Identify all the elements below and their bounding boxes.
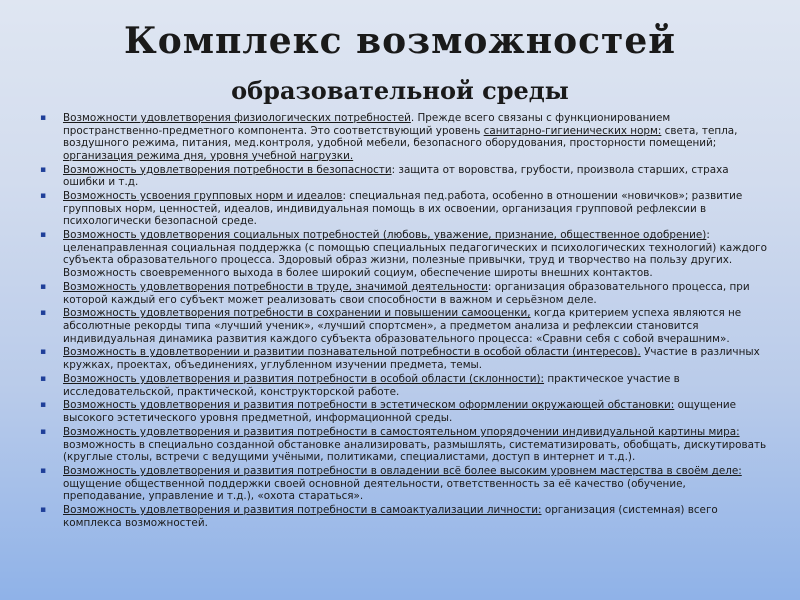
item-heading-text: Возможность в удовлетворении и развитии познавательной потребности в особой области (интересов). (63, 346, 641, 359)
item-body-text: когда критерием успеха являются не абсолютные рекорды типа «лучший ученик», «лучший спортсмен», а предметом анализа и рефлексии становится индивидуальная динамика развития каждого субъекта образовательного процесса: «Сравни себя с собой вчерашним». (63, 307, 742, 345)
item-body-text: : специальная пед.работа, особенно в отношении «новичков»; развитие групповых норм, ценностей, идеалов, индивидуальная помощь в их освоении, организация групповой рефлексии в психологически безопасной среде. (63, 190, 743, 228)
item-body-text: ощущение высокого эстетического уровня предметной, информационной среды. (63, 399, 737, 425)
item-heading-text: Возможность удовлетворения потребности в сохранении и повышении самооценки, (63, 307, 531, 320)
item-body-text: практическое участие в исследовательской, практической, конструкторской работе. (63, 372, 680, 398)
list-item (38, 190, 768, 228)
item-heading-text: Возможность удовлетворения потребности в безопасности (63, 163, 392, 176)
list-item (38, 465, 768, 503)
content-area (38, 112, 768, 600)
slide-subtitle: образовательной среды (231, 76, 569, 105)
item-heading-text: Возможность усвоения групповых норм и идеалов (63, 190, 343, 203)
item-body-text: : организация образовательного процесса, при которой каждый его субъект может реализовать свои способности в важном и серьёзном деле. (63, 280, 750, 306)
list-item (38, 346, 768, 371)
square-bullet-icon: ▪ (40, 505, 47, 516)
item-body-text: : целенаправленная социальная поддержка (с помощью специальных педагогических и психологических технологий) каждого субъекта образовательного процесса. Здоровый образ жизни, полезные привычки, труд и творчество на пользу других. Возможность своевременного выхода в более широкий социум, обеспечение широты внешних контактов. (63, 229, 767, 280)
list-item (38, 164, 768, 189)
item-heading-text: Возможность удовлетворения и развития потребности в особой области (склонности): (63, 372, 545, 385)
list-item (38, 504, 768, 529)
square-bullet-icon: ▪ (40, 466, 47, 476)
list-item (38, 399, 768, 424)
slide-title: Комплекс возможностей (124, 20, 676, 62)
item-heading-text: Возможность удовлетворения потребности в труде, значимой деятельности (63, 280, 488, 293)
list-item (38, 426, 768, 464)
bullet-list (38, 112, 768, 529)
square-bullet-icon: ▪ (40, 347, 47, 358)
list-item (38, 307, 768, 345)
square-bullet-icon: ▪ (40, 426, 47, 437)
item-body-text: организация (системная) всего комплекса возможностей. (63, 504, 718, 529)
list-item (38, 373, 768, 398)
item-body-text: . Прежде всего связаны с функционированием пространственно-предметного компонента. Это соответствующий уровень (63, 112, 671, 137)
item-heading-text: Возможность удовлетворения и развития потребности в овладении всё более высоким уровнем мастерства в своём деле: (63, 465, 742, 477)
item-body-text: : защита от воровства, грубости, произвола старших, страха ошибки и т.д. (63, 163, 729, 189)
item-body-text: Участие в различных кружках, проектах, объединениях, углубленном изучении предмета, темы. (63, 346, 760, 372)
list-item (38, 112, 768, 162)
square-bullet-icon: ▪ (40, 373, 47, 384)
item-heading-text: Возможность удовлетворения социальных потребностей (любовь, уважение, признание, общественное одобрение) (63, 229, 707, 242)
item-heading-text: Возможности удовлетворения физиологических потребностей (63, 112, 411, 124)
item-heading-text: Возможность удовлетворения и развития потребности в эстетическом оформлении окружающей обстановки: (63, 399, 675, 412)
item-body-text: возможность в специально созданной обстановке анализировать, размышлять, систематизировать, обобщать, дискутировать (круглые столы, встречи с ведущими учёными, политиками, специалистами, доступ в интернет и т.д.). (63, 438, 767, 464)
item-body-text: ощущение общественной поддержки своей основной деятельности, ответственность за её качество (обучение, преподавание, управление и т.д.), «охота стараться». (63, 477, 686, 503)
square-bullet-icon: ▪ (40, 281, 47, 292)
item-heading-text: организация режима дня, уровня учебной нагрузки. (63, 149, 354, 162)
square-bullet-icon: ▪ (40, 191, 47, 202)
square-bullet-icon: ▪ (40, 230, 47, 241)
item-body-text: света, тепла, воздушного режима, питания, мед.контроля, удобной мебели, безопасного оборудования, просторности помещений; (63, 124, 738, 150)
item-heading-text: санитарно-гигиенических норм: (483, 124, 662, 137)
square-bullet-icon: ▪ (40, 164, 47, 175)
list-item (38, 281, 768, 306)
square-bullet-icon: ▪ (40, 308, 47, 319)
square-bullet-icon: ▪ (40, 400, 47, 411)
square-bullet-icon: ▪ (40, 113, 47, 123)
item-heading-text: Возможность удовлетворения и развития потребности в самостоятельном упорядочении индивидуальной картины мира: (63, 425, 740, 438)
item-heading-text: Возможность удовлетворения и развития потребности в самоактуализации личности: (63, 504, 542, 517)
list-item (38, 229, 768, 279)
